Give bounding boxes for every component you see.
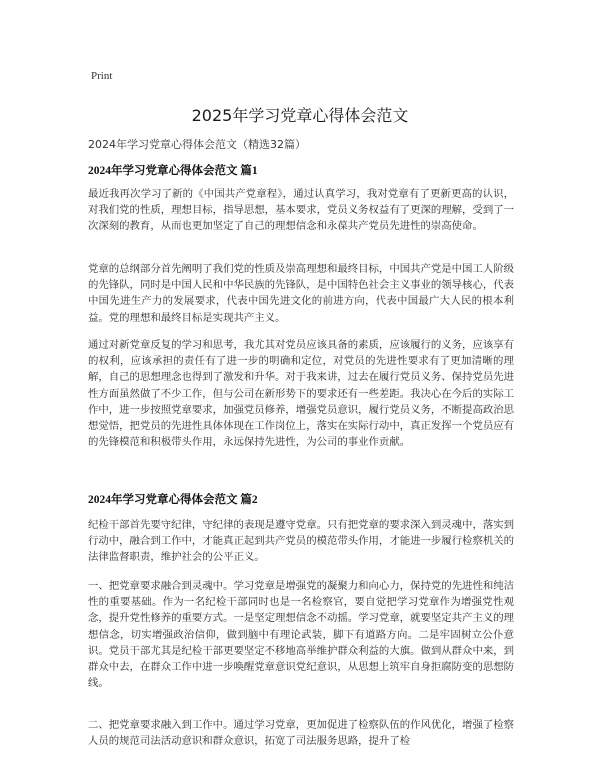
document-subtitle: 2024年学习党章心得体会范文（精选32篇） xyxy=(88,138,306,151)
paragraph: 最近我再次学习了新的《中国共产党章程》，通过认真学习，我对党章有了更新更高的认识，对我们党的性质，理想目标，指导思想，基本要求，党员义务权益有了更深的理解，受到了一次深刻的教育，从而也更加坚定了自己的理想信念和永葆共产党员先进性的崇高使命。 xyxy=(88,188,515,233)
print-link[interactable]: Print xyxy=(91,70,113,82)
paragraph: 党章的总纲部分首先阐明了我们党的性质及崇高理想和最终目标，中国共产党是中国工人阶级的先锋队，同时是中国人民和中华民族的先锋队，是中国特色社会主义事业的领导核心，代表中国先进生产力的发展要求，代表中国先进文化的前进方向，代表中国最广大人民的根本利益。党的理想和最终目标是实现共产主义。 xyxy=(88,263,515,324)
section-heading-1: 2024年学习党章心得体会范文 篇1 xyxy=(88,165,258,177)
paragraph: 纪检干部首先要守纪律，守纪律的表现是遵守党章。只有把党章的要求深入到灵魂中，落实到行动中，融合到工作中，才能真正起到共产党员的模范带头作用，才能进一步履行检察机关的法律监督职责，维护社会的公平正义。 xyxy=(88,519,515,564)
paragraph: 二、把党章要求融入到工作中。通过学习党章，更加促进了检察队伍的作风优化，增强了检察人员的规范司法活动意识和群众意识，拓宽了司法服务思路，提升了检 xyxy=(88,719,515,748)
paragraph: 一、把党章要求融合到灵魂中。学习党章是增强党的凝聚力和向心力，保持党的先进性和纯洁性的重要基础。作为一名纪检干部同时也是一名检察官，要自觉把学习党章作为增强党性观念，提升党性修养的重要方式。一是坚定理想信念不动摇。学习党章，就要坚定共产主义的理想信念，切实增强政治信仰，做到脑中有理论武装，脚下有道路方向。二是牢固树立公仆意识。党员干部尤其是纪检干部更要坚定不移地高举维护群众利益的大旗。做到从群众中来，到群众中去，在群众工作中进一步唤醒党章意识党纪意识，从思想上筑牢自身拒腐防变的思想防线。 xyxy=(88,580,515,690)
page-title: 2025年学习党章心得体会范文 xyxy=(191,106,409,125)
section-heading-2: 2024年学习党章心得体会范文 篇2 xyxy=(88,494,258,506)
paragraph: 通过对新党章反复的学习和思考，我尤其对党员应该具备的素质，应该履行的义务，应该享有的权利，应该承担的责任有了进一步的明确和定位，对党员的先进性要求有了更加清晰的理解，自己的思想理念也得到了激发和升华。对于我来讲，过去在履行党员义务、保持党员先进性方面虽然做了不少工作，但与公司在新形势下的要求还有一些差距。我决心在今后的实际工作中，进一步按照党章要求，加强党员修养，增强党员意识，履行党员义务，不断提高政治思想觉悟，把党员的先进性具体体现在工作岗位上，落实在实际行动中，真正发挥一个党员应有的先锋模范和积极带头作用，永远保持先进性，为公司的事业作贡献。 xyxy=(88,339,515,449)
